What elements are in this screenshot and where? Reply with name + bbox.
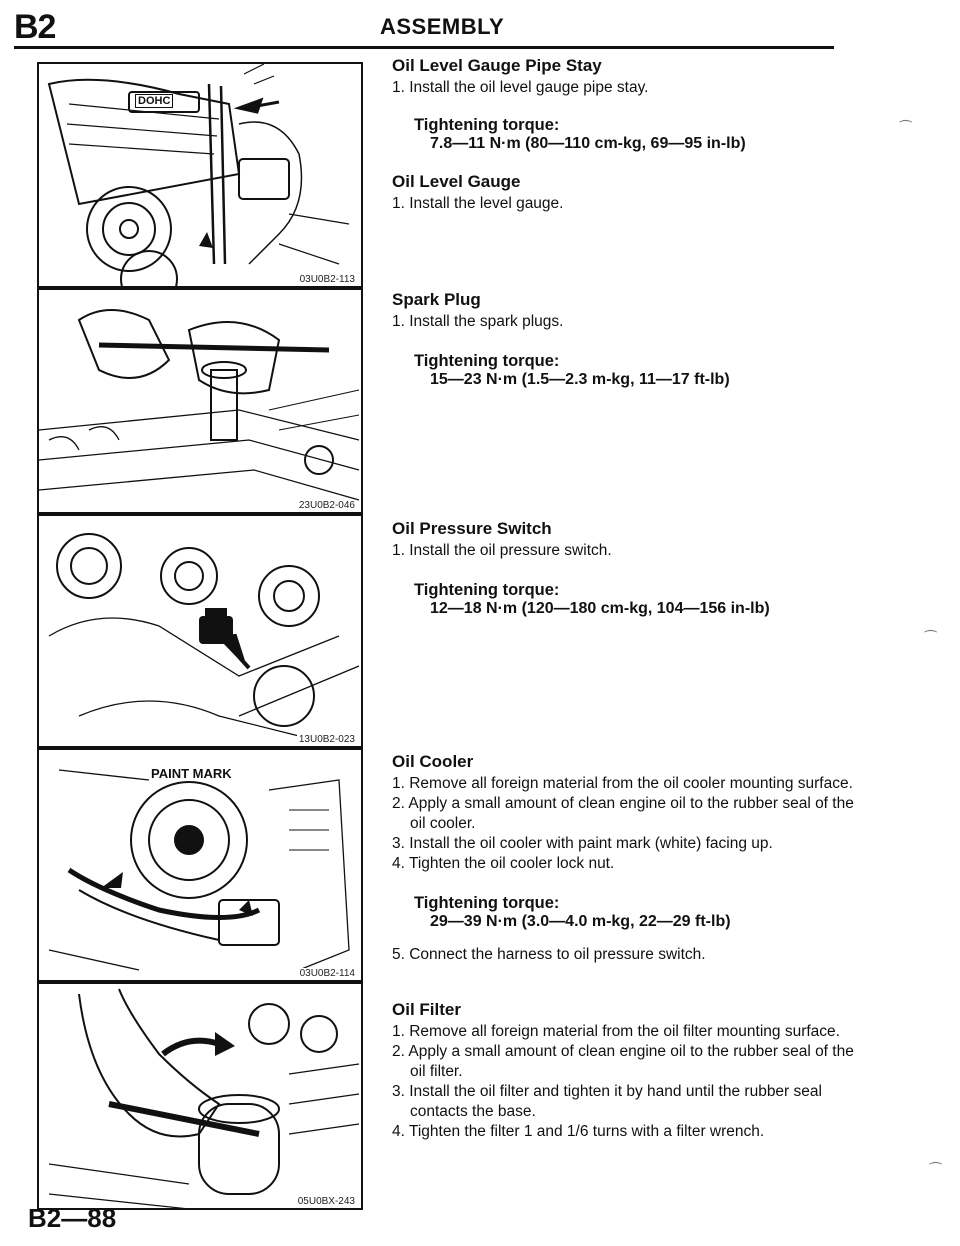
margin-mark: ⁀ <box>900 120 912 136</box>
torque-label: Tightening torque: <box>414 894 560 912</box>
torque-label: Tightening torque: <box>414 352 560 370</box>
section-oil-cooler <box>392 752 862 965</box>
figure-code: 03U0B2-113 <box>299 274 355 285</box>
step: 1. Install the oil level gauge pipe stay. <box>392 79 649 96</box>
step: 2. Apply a small amount of clean engine oil to the rubber seal of the oil filter. <box>392 1043 854 1080</box>
figure-spark-plug <box>37 288 363 514</box>
margin-mark: ⁀ <box>930 1162 942 1178</box>
section-heading: Oil Pressure Switch <box>392 519 552 538</box>
page-title: ASSEMBLY <box>380 14 505 39</box>
section-oil-filter <box>392 1000 862 1142</box>
step: 1. Remove all foreign material from the oil filter mounting surface. <box>392 1023 840 1040</box>
figure-oil-filter <box>37 982 363 1210</box>
section-heading: Oil Filter <box>392 1000 461 1019</box>
step: 1. Install the spark plugs. <box>392 313 564 330</box>
step: 1. Install the oil pressure switch. <box>392 542 612 559</box>
section-heading: Oil Level Gauge <box>392 172 521 191</box>
torque-value: 7.8—11 N·m (80—110 cm-kg, 69—95 in-lb) <box>430 135 746 152</box>
page-number: B2—88 <box>28 1203 117 1233</box>
step: 1. Install the level gauge. <box>392 195 564 212</box>
figure-code: 05U0BX-243 <box>297 1196 355 1207</box>
section-heading: Oil Cooler <box>392 752 474 771</box>
step: 5. Connect the harness to oil pressure switch. <box>392 946 706 963</box>
section-heading: Spark Plug <box>392 290 481 309</box>
section-oil-pressure-switch <box>392 519 862 618</box>
step: 1. Remove all foreign material from the oil cooler mounting surface. <box>392 775 853 792</box>
torque-label: Tightening torque: <box>414 581 560 599</box>
section-heading: Oil Level Gauge Pipe Stay <box>392 56 602 75</box>
oil-cooler-illustration <box>39 750 363 982</box>
torque-spec <box>414 894 862 931</box>
torque-label: Tightening torque: <box>414 116 560 134</box>
oil-filter-wrench-illustration <box>39 984 363 1210</box>
figure-callout-dohc: DOHC <box>135 94 173 108</box>
figure-code: 23U0B2-046 <box>298 500 355 511</box>
margin-mark: ⁀ <box>925 630 937 646</box>
section-oil-level-gauge <box>392 172 862 214</box>
torque-spec <box>414 116 862 153</box>
figure-oil-level-gauge-pipe <box>37 62 363 288</box>
figure-code: 03U0B2-114 <box>299 968 355 979</box>
oil-pressure-switch-illustration <box>39 516 363 748</box>
step: 4. Tighten the oil cooler lock nut. <box>392 855 615 872</box>
figure-code: 13U0B2-023 <box>298 734 355 745</box>
step: 4. Tighten the filter 1 and 1/6 turns with a filter wrench. <box>392 1123 765 1140</box>
torque-value: 15—23 N·m (1.5—2.3 m-kg, 11—17 ft-lb) <box>430 371 730 388</box>
figure-callout-paint-mark: PAINT MARK <box>151 766 232 781</box>
section-spark-plug <box>392 290 862 389</box>
oil-level-gauge-pipe-illustration <box>39 64 363 288</box>
section-oil-level-gauge-pipe-stay <box>392 56 862 153</box>
torque-value: 29—39 N·m (3.0—4.0 m-kg, 22—29 ft-lb) <box>430 913 731 930</box>
step: 3. Install the oil cooler with paint mark (white) facing up. <box>392 835 773 852</box>
figure-oil-cooler <box>37 748 363 982</box>
step: 3. Install the oil filter and tighten it by hand until the rubber seal contacts the base. <box>392 1083 822 1120</box>
figure-oil-pressure-switch <box>37 514 363 748</box>
torque-spec <box>414 581 862 618</box>
title-rule <box>14 46 834 49</box>
torque-spec <box>414 352 862 389</box>
spark-plug-install-illustration <box>39 290 363 514</box>
torque-value: 12—18 N·m (120—180 cm-kg, 104—156 in-lb) <box>430 600 770 617</box>
step: 2. Apply a small amount of clean engine oil to the rubber seal of the oil cooler. <box>392 795 854 832</box>
section-code: B2 <box>14 8 56 46</box>
